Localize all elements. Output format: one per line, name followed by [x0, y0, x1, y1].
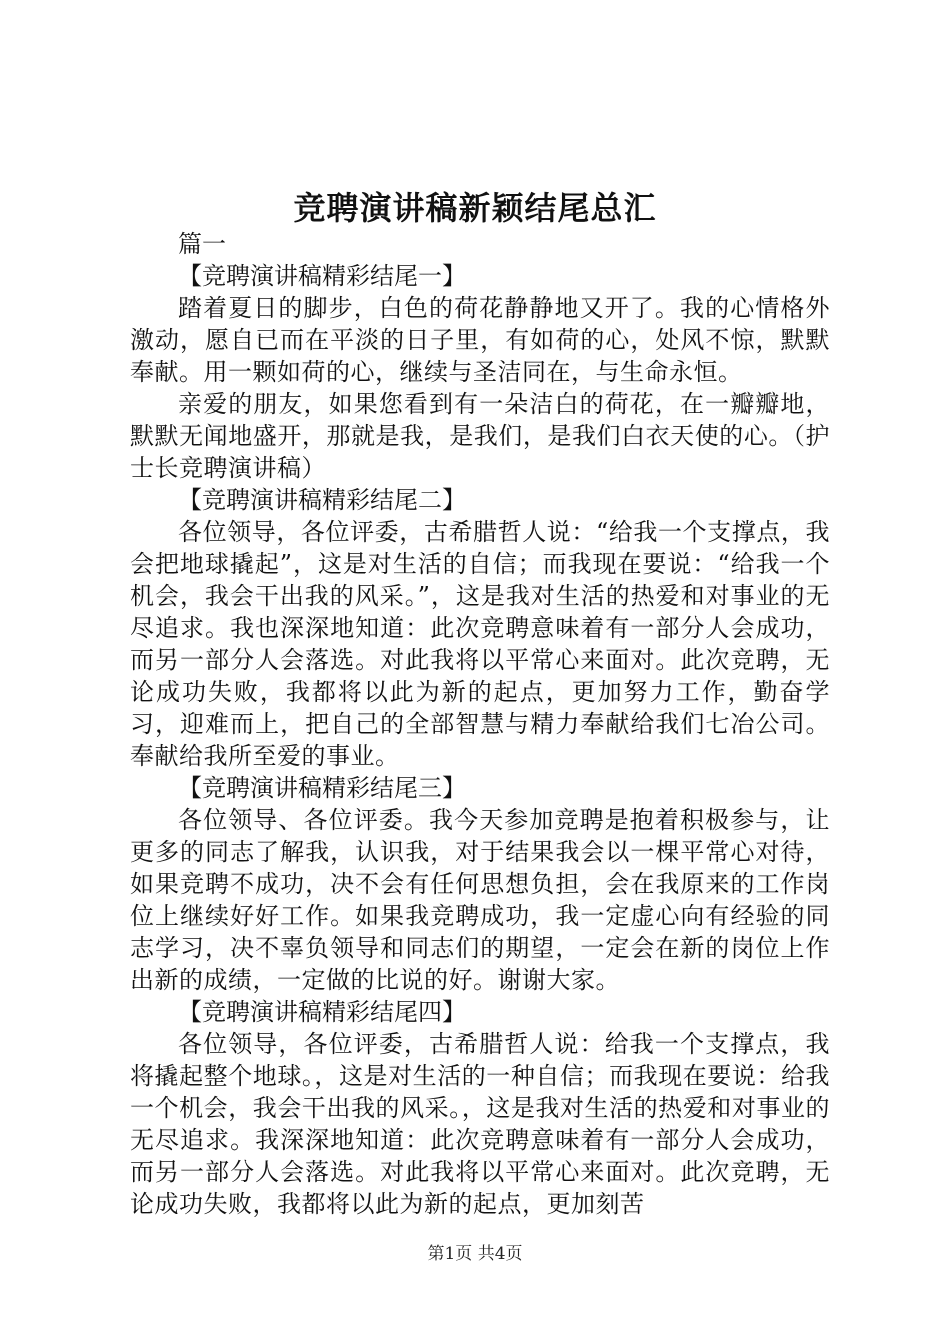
paragraph: 各位领导、各位评委。我今天参加竞聘是抱着积极参与，让更多的同志了解我，认识我，对于结果我会以一棵平常心对待，如果竞聘不成功，决不会有任何思想负担，会在我原来的工作岗位上继续好好工作。如果我竞聘成功，我一定虚心向有经验的同志学习，决不辜负领导和同志们的期望，一定会在新的岗位上作出新的成绩，一定做的比说的好。谢谢大家。: [130, 806, 830, 994]
section-heading-2: 【竞聘演讲稿精彩结尾二】: [178, 486, 466, 514]
section-label: 篇一: [178, 230, 226, 258]
paragraph: 亲爱的朋友，如果您看到有一朵洁白的荷花，在一瓣瓣地，默默无闻地盛开，那就是我，是我们，是我们白衣天使的心。（护士长竞聘演讲稿）: [130, 390, 830, 482]
paragraph: 各位领导，各位评委，古希腊哲人说：给我一个支撑点，我将撬起整个地球。，这是对生活的一种自信；而我现在要说：给我一个机会，我会干出我的风采。，这是我对生活的热爱和对事业的无尽追求。我深深地知道：此次竞聘意味着有一部分人会成功，而另一部分人会落选。对此我将以平常心来面对。此次竞聘，无论成功失败，我都将以此为新的起点，更加刻苦: [130, 1030, 830, 1218]
page-footer: 第1页 共4页: [427, 1244, 523, 1264]
document-body: [130, 228, 830, 1220]
document-title: 竞聘演讲稿新颖结尾总汇: [293, 189, 657, 227]
paragraph: 踏着夏日的脚步，白色的荷花静静地又开了。我的心情格外激动，愿自已而在平淡的日子里，有如荷的心，处风不惊，默默奉献。用一颗如荷的心，继续与圣洁同在，与生命永恒。: [130, 294, 830, 386]
section-heading-4: 【竞聘演讲稿精彩结尾四】: [178, 998, 466, 1026]
section-heading-3: 【竞聘演讲稿精彩结尾三】: [178, 774, 466, 802]
section-heading-1: 【竞聘演讲稿精彩结尾一】: [178, 262, 466, 290]
paragraph: 各位领导，各位评委，古希腊哲人说：“给我一个支撑点，我会把地球撬起”，这是对生活的自信；而我现在要说：“给我一个机会，我会干出我的风采。”，这是我对生活的热爱和对事业的无尽追求。我也深深地知道：此次竞聘意味着有一部分人会成功，而另一部分人会落选。对此我将以平常心来面对。此次竞聘，无论成功失败，我都将以此为新的起点，更加努力工作，勤奋学习，迎难而上，把自己的全部智慧与精力奉献给我们七冶公司。奉献给我所至爱的事业。: [130, 518, 830, 770]
